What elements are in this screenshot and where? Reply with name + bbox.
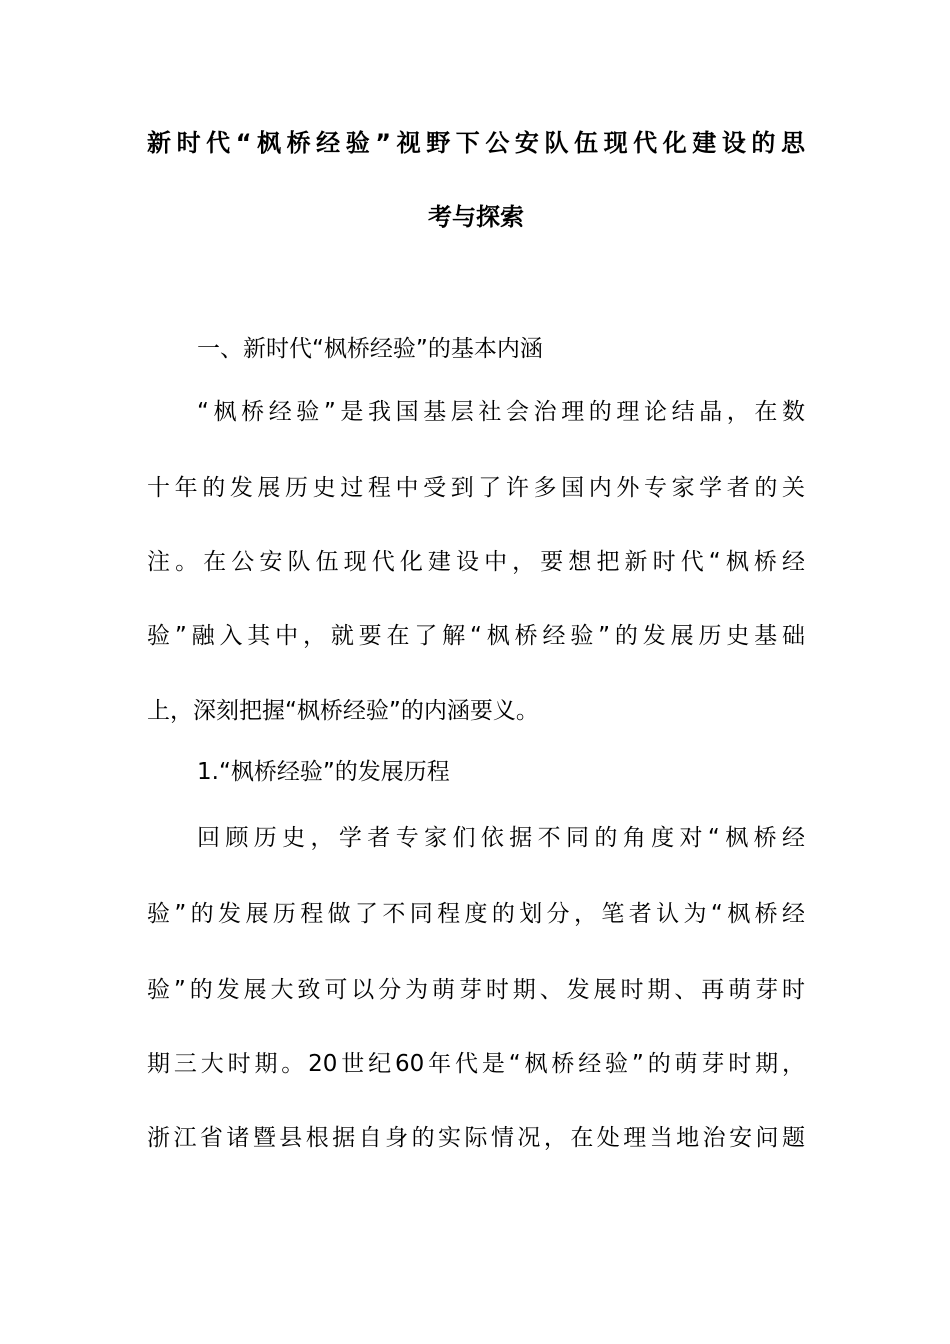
section-heading: 一、新时代“枫桥经验”的基本内涵 — [197, 336, 543, 362]
subsection-heading: 1.“枫桥经验”的发展历程 — [197, 759, 450, 785]
paragraph-line: 验”的发展历程做了不同程度的划分，笔者认为“枫桥经 — [147, 901, 805, 927]
paragraph-line: 注。在公安队伍现代化建设中，要想把新时代“枫桥经 — [147, 549, 805, 575]
paragraph-line: 期三大时期。20世纪60年代是“枫桥经验”的萌芽时期， — [147, 1051, 805, 1077]
paragraph-line: 验”融入其中，就要在了解“枫桥经验”的发展历史基础 — [147, 623, 805, 649]
paragraph-line: “枫桥经验”是我国基层社会治理的理论结晶，在数 — [197, 399, 805, 425]
paragraph-line: 回顾历史，学者专家们依据不同的角度对“枫桥经 — [197, 825, 805, 851]
paragraph-line: 十年的发展历史过程中受到了许多国内外专家学者的关 — [147, 475, 805, 501]
paragraph-line: 浙江省诸暨县根据自身的实际情况，在处理当地治安问题 — [147, 1125, 805, 1151]
document-title-line-1: 新时代“枫桥经验”视野下公安队伍现代化建设的思 — [147, 129, 805, 157]
document-title-line-2: 考与探索 — [428, 203, 524, 231]
paragraph-line: 上，深刻把握“枫桥经验”的内涵要义。 — [147, 698, 539, 724]
paragraph-line: 验”的发展大致可以分为萌芽时期、发展时期、再萌芽时 — [147, 977, 805, 1003]
